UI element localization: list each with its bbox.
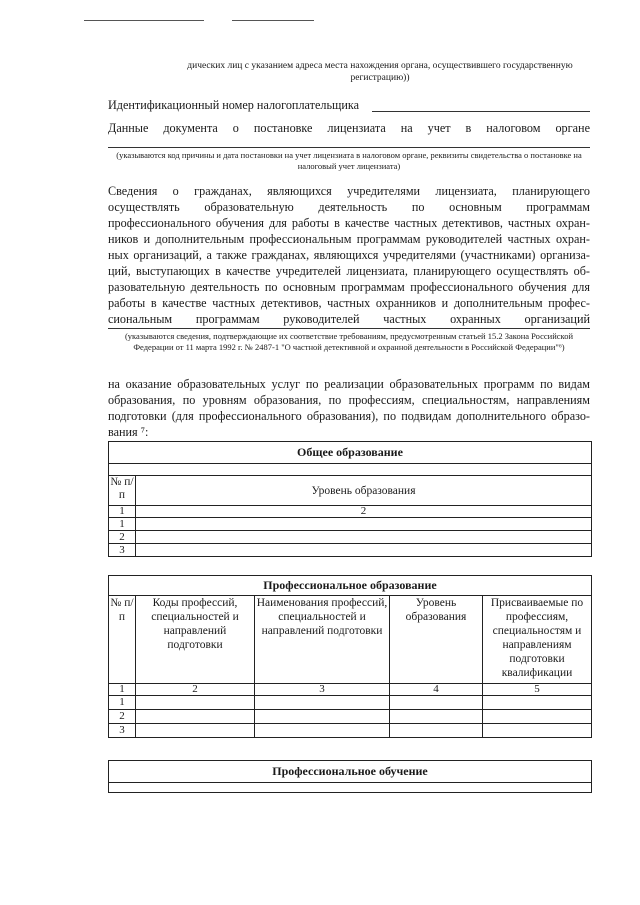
level-cell[interactable] — [390, 696, 483, 710]
founders-paragraph — [108, 183, 590, 327]
row-number: 1 — [109, 696, 136, 710]
prof-col-qualification: Присваиваемые по профессиям, специальностям и направлениям подготовки квалификации — [483, 596, 592, 684]
level-cell[interactable] — [136, 544, 592, 557]
services-line: на оказание образовательных услуг по реализации образовательных программ по видам — [108, 377, 590, 391]
table-row — [109, 544, 592, 557]
services-paragraph — [108, 376, 590, 440]
prof-table-title: Профессиональное образование — [109, 576, 592, 596]
law-note: (указываются сведения, подтверждающие их соответствие требованиям, предусмотренным статьей 15.2 Закона Российской Федерации от 11 марта 1992 г. № 2487-1 "О частной детективной и охранной деятельности в Российской Федерации"⁶) — [124, 331, 574, 352]
top-fragment: дических лиц с указанием адреса места нахождения органа, осуществившего государственную регистрацию)) — [187, 61, 573, 83]
general-education-table — [108, 441, 592, 557]
table-row — [109, 531, 592, 544]
row-number: 3 — [109, 544, 136, 557]
founders-line: разовательную деятельность по основным программам профессионального обучения для — [108, 280, 590, 294]
prof-col-codes: Коды профессий, специальностей и направлений подготовки — [136, 596, 255, 684]
founders-line: Сведения о гражданах, являющихся учредителями лицензиата, планирующего — [108, 184, 590, 198]
founders-line: ных организаций, а также гражданах, являющихся учредителями (участниками) организа- — [108, 248, 590, 262]
row-number: 2 — [109, 710, 136, 724]
prof-index-cell: 2 — [136, 684, 255, 696]
inn-field-line[interactable] — [372, 111, 590, 112]
founders-line: ций, выступающих в качестве учредителей лицензиата, планирующего осуществлять об- — [108, 264, 590, 278]
services-line: образования, по уровням образования, по профессиям, специальностям, направлениям — [108, 393, 590, 407]
tax-data-line: Данные документа о постановке лицензиата на учет в налоговом органе — [108, 121, 590, 135]
founders-line: сиональным программам руководителей частных охранных организаций — [108, 312, 590, 326]
table-row — [109, 518, 592, 531]
qualification-cell[interactable] — [483, 710, 592, 724]
level-cell[interactable] — [390, 724, 483, 738]
codes-cell[interactable] — [136, 710, 255, 724]
services-line: вания ⁷: — [108, 425, 149, 439]
general-index-cell: 1 — [109, 506, 136, 518]
table-row — [109, 696, 592, 710]
general-index-cell: 2 — [136, 506, 592, 518]
prof-index-cell: 3 — [255, 684, 390, 696]
general-table-title: Общее образование — [109, 442, 592, 464]
header-rule-1 — [84, 20, 204, 21]
names-cell[interactable] — [255, 696, 390, 710]
level-cell[interactable] — [136, 518, 592, 531]
founders-line: ников и дополнительным профессиональным программам руководителей частных охран- — [108, 232, 590, 246]
general-col-level: Уровень образования — [136, 476, 592, 506]
names-cell[interactable] — [255, 724, 390, 738]
general-table-spacer — [109, 464, 592, 476]
services-line: подготовки (для профессионального образования), по подвидам дополнительного образо- — [108, 409, 590, 423]
qualification-cell[interactable] — [483, 696, 592, 710]
header-rule-2 — [232, 20, 314, 21]
prof-col-names: Наименования профессий, специальностей и направлений подготовки — [255, 596, 390, 684]
founders-field-line[interactable] — [108, 328, 590, 329]
professional-education-table — [108, 575, 592, 738]
row-number: 1 — [109, 518, 136, 531]
table-row — [109, 710, 592, 724]
founders-line: осуществлять образовательную деятельность по основным программам — [108, 200, 590, 214]
tax-field-line[interactable] — [108, 147, 590, 148]
professional-training-table — [108, 760, 592, 793]
names-cell[interactable] — [255, 710, 390, 724]
codes-cell[interactable] — [136, 696, 255, 710]
table-row — [109, 724, 592, 738]
level-cell[interactable] — [390, 710, 483, 724]
row-number: 3 — [109, 724, 136, 738]
prof-index-cell: 5 — [483, 684, 592, 696]
training-table-title: Профессиональное обучение — [109, 761, 592, 783]
prof-col-level: Уровень образования — [390, 596, 483, 684]
qualification-cell[interactable] — [483, 724, 592, 738]
level-cell[interactable] — [136, 531, 592, 544]
row-number: 2 — [109, 531, 136, 544]
prof-index-cell: 4 — [390, 684, 483, 696]
tax-note: (указываются код причины и дата постановки на учет лицензиата в налоговом органе, реквизиты свидетельства о постановке на налоговый учет лицензиата) — [116, 150, 582, 171]
founders-line: профессионального обучения для работы в качестве частных детективов, частных охран- — [108, 216, 590, 230]
general-col-num: № п/п — [109, 476, 136, 506]
codes-cell[interactable] — [136, 724, 255, 738]
prof-index-cell: 1 — [109, 684, 136, 696]
prof-col-num: № п/п — [109, 596, 136, 684]
founders-line: работы в качестве частных детективов, частных охранников и дополнительным профес- — [108, 296, 590, 310]
inn-label: Идентификационный номер налогоплательщика — [108, 98, 360, 112]
training-table-spacer — [109, 783, 592, 793]
